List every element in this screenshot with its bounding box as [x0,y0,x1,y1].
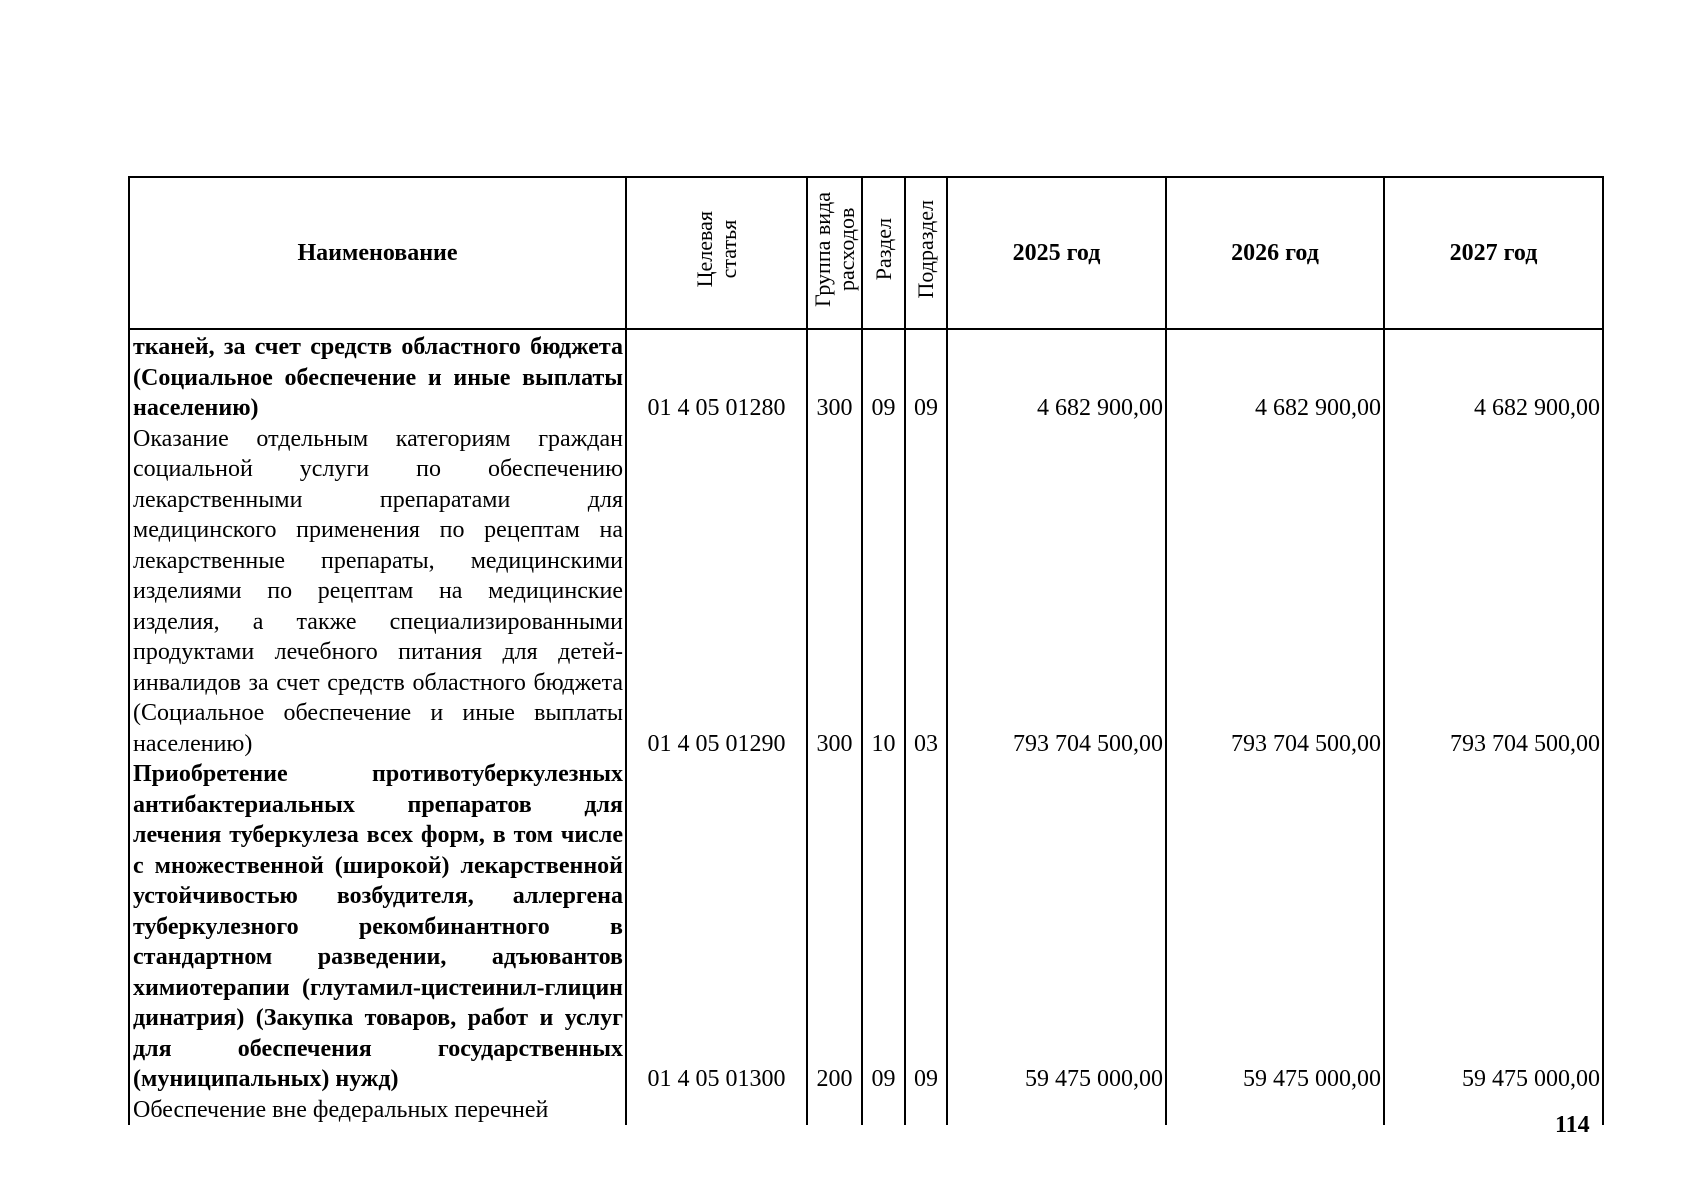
header-year-2025: 2025 год [947,177,1166,329]
row-amount-2026: 793 704 500,00 [1166,424,1384,760]
row-amount-2027: 793 704 500,00 [1384,424,1603,760]
header-group-line2: расходов [833,207,859,292]
row-section: 09 [862,759,905,1095]
row-name: Приобретение противотуберкулезных антибактериальных препаратов для лечения туберкулеза всех форм, в том числе с множественной (широкой) лекарственной устойчивостью возбудителя, аллергена туберкулезного рекомбинантного в стандартном разведении, адъювантов химиотерапии (глутамил-цистеинил-глицин динатрия) (Закупка товаров, работ и услуг для обеспечения государственных (муниципальных) нужд) [129,759,626,1095]
table-row [129,424,1603,760]
budget-table [128,176,1604,1125]
row-subsection: 09 [905,329,947,424]
row-amount-2025: 793 704 500,00 [947,424,1166,760]
row-amount-2026: 59 475 000,00 [1166,759,1384,1095]
row-subsection [905,1095,947,1126]
row-expense-group [807,1095,862,1126]
row-amount-2027: 59 475 000,00 [1384,759,1603,1095]
header-target-article [626,177,807,329]
row-target-code [626,1095,807,1126]
row-amount-2025 [947,1095,1166,1126]
row-subsection: 03 [905,424,947,760]
row-amount-2025: 59 475 000,00 [947,759,1166,1095]
row-section: 10 [862,424,905,760]
header-target-line1: Целевая [691,211,717,288]
row-amount-2027: 4 682 900,00 [1384,329,1603,424]
table-row [129,759,1603,1095]
header-subsection-label: Подраздел [913,200,938,299]
row-amount-2026 [1166,1095,1384,1126]
header-year-2026: 2026 год [1166,177,1384,329]
row-section: 09 [862,329,905,424]
page-number: 114 [1555,1112,1590,1138]
row-name: Обеспечение вне федеральных перечней [129,1095,626,1126]
row-target-code: 01 4 05 01300 [626,759,807,1095]
row-section [862,1095,905,1126]
row-expense-group: 300 [807,424,862,760]
row-name: тканей, за счет средств областного бюджета (Социальное обеспечение и иные выплаты населению) [129,329,626,424]
header-group-line1: Группа вида [809,192,835,307]
header-name: Наименование [129,177,626,329]
row-target-code: 01 4 05 01290 [626,424,807,760]
row-name: Оказание отдельным категориям граждан социальной услуги по обеспечению лекарственными препаратами для медицинского применения по рецептам на лекарственные препараты, медицинскими изделиями по рецептам на медицинские изделия, а также специализированными продуктами лечебного питания для детей-инвалидов за счет средств областного бюджета (Социальное обеспечение и иные выплаты населению) [129,424,626,760]
header-section [862,177,905,329]
row-amount-2025: 4 682 900,00 [947,329,1166,424]
header-target-line2: статья [715,220,741,279]
table-row [129,1095,1603,1126]
header-section-label: Раздел [870,218,896,281]
table-header-row [129,177,1603,329]
row-expense-group: 300 [807,329,862,424]
header-year-2027: 2027 год [1384,177,1603,329]
row-amount-2026: 4 682 900,00 [1166,329,1384,424]
header-expense-group [807,177,862,329]
header-subsection [905,177,947,329]
row-target-code: 01 4 05 01280 [626,329,807,424]
table-row [129,329,1603,424]
row-expense-group: 200 [807,759,862,1095]
row-subsection: 09 [905,759,947,1095]
